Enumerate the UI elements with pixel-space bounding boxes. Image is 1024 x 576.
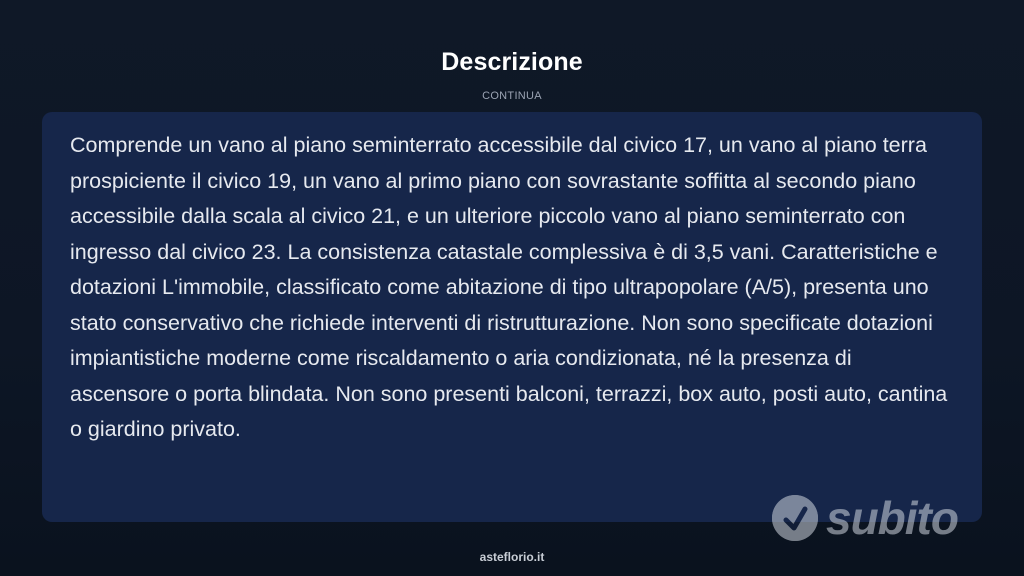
subito-logo-icon (772, 495, 818, 541)
subito-logo-text: subito (826, 492, 958, 544)
subito-watermark (772, 493, 977, 543)
description-card (42, 112, 982, 522)
footer-site-label: asteflorio.it (479, 550, 545, 564)
description-text: Comprende un vano al piano seminterrato accessibile dal civico 17, un vano al piano terra prospiciente il civico 19, un vano al primo piano con sovrastante soffitta al secondo piano accessibile dalla scala al civico 21, e un ulteriore piccolo vano al piano seminterrato con ingresso dal civico 23. La consistenza catastale complessiva è di 3,5 vani. Caratteristiche e dotazioni L'immobile, classificato come abitazione di tipo ultrapopolare (A/5), presenta uno stato conservativo che richiede interventi di ristrutturazione. Non sono specificate dotazioni impiantistiche moderne come riscaldamento o aria condizionata, né la presenza di ascensore o porta blindata. Non sono presenti balconi, terrazzi, box auto, posti auto, cantina o giardino privato. (70, 133, 948, 441)
continue-label: CONTINUA (482, 90, 542, 102)
page-title: Descrizione (441, 48, 583, 76)
